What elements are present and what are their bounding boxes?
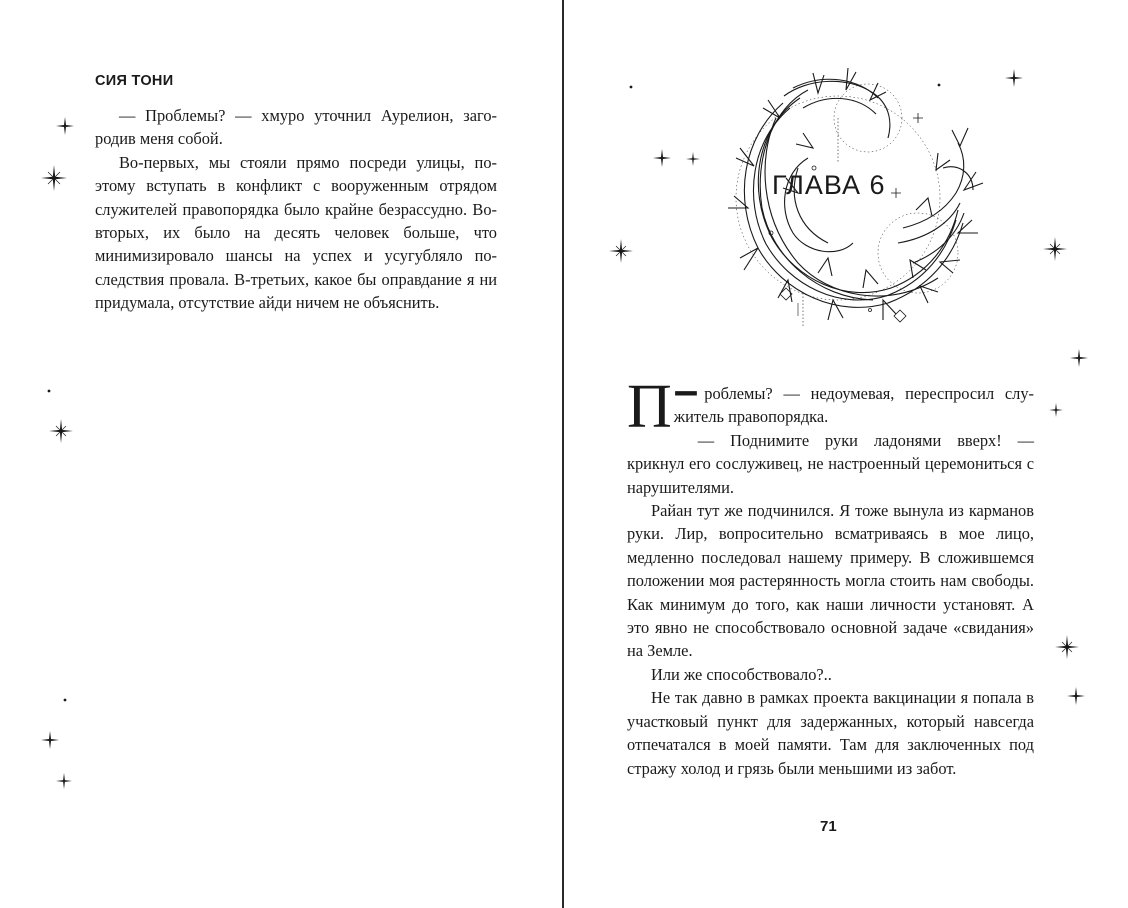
paragraph: — Проблемы? — хмуро уточнил Аурелион, загородив меня собой. [95,106,497,149]
right-page [564,0,1128,908]
sparkle-star-icon [628,84,634,90]
sparkle-star-icon [46,388,52,394]
dropcap-letter: П [627,373,672,441]
sparkle-star-icon [40,730,60,750]
sparkle-star-icon [1069,348,1089,368]
sparkle-star-icon [40,164,68,192]
sparkle-star-icon [1004,68,1024,88]
sparkle-star-icon [62,697,68,703]
paragraph: Во-первых, мы стояли прямо посреди улицы, поэтому вступать в конфликт с вооруженным отрядом служителей правопорядка было крайне безрассудно. Во-вторых, их было на десять человек больше, что минимизировало шансы на успех и усугубляло последствия провала. В-третьих, какое бы оправдание я ни придумала, отсутствие айди ничем не объяснить. [95,152,497,313]
left-page-text [95,104,497,315]
paragraph: Райан тут же подчинился. Я тоже вынула из карманов руки. Лир, вопросительно всматриваясь в мое лицо, медленно последовал нашему примеру. В сложившемся положении моя растерянность могла стоить нам свободы. Как минимум до того, как наши личности установят. А это явно не способствовало основной задаче «свидания» на Земле. [627,501,1034,661]
sparkle-star-icon [55,116,75,136]
first-paragraph [627,366,1034,441]
sparkle-star-icon [1054,634,1080,660]
sparkle-star-icon [685,151,701,167]
right-page-text [627,366,1034,780]
sparkle-star-icon [652,148,672,168]
running-header: СИЯ ТОНИ [95,73,174,89]
sparkle-star-icon [48,418,74,444]
sparkle-star-icon [1048,402,1064,418]
sparkle-star-icon [1066,686,1086,706]
page-number: 71 [820,818,837,835]
left-page [0,0,562,908]
sparkle-star-icon [55,772,73,790]
sparkle-star-icon [608,238,634,264]
paragraph: Или же способствовало?.. [651,664,832,684]
first-paragraph-text: роблемы? — недоумевая, переспросил служитель правопорядка. [673,384,1034,427]
dropcap-dash: – [673,366,699,415]
sparkle-star-icon [936,82,942,88]
chapter-title: ГЛАВА 6 [772,170,886,200]
paragraph: Не так давно в рамках проекта вакцинации я попала в участковый пункт для задержанных, который навсегда отпечатался в моей памяти. Там для заключенных под стражу холод и грязь были меньшими из забот. [627,688,1034,778]
sparkle-star-icon [1042,236,1068,262]
paragraph: — Поднимите руки ладонями вверх! — крикнул его сослуживец, не настроенный церемониться с нарушителями. [627,430,1034,497]
